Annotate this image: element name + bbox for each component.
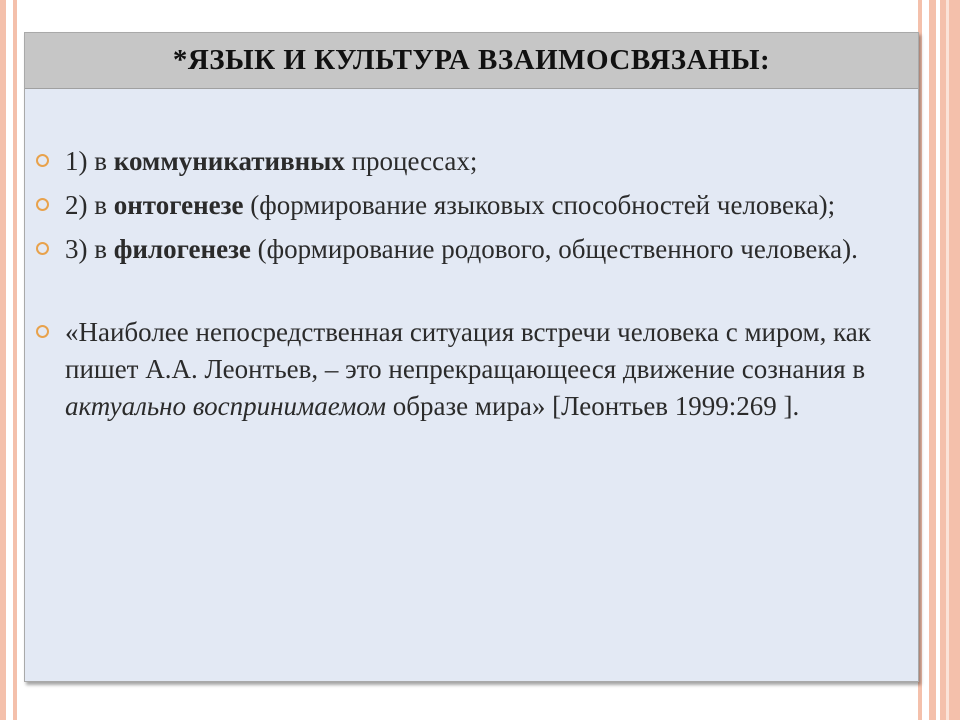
bullet-marker-icon	[36, 198, 49, 211]
title-bar	[25, 33, 918, 89]
bullet-item-quote	[25, 314, 918, 425]
bullet-item-ontogenesis	[25, 187, 918, 224]
bullet-text-part: 1) в	[65, 146, 114, 176]
bullet-marker-icon	[36, 325, 49, 338]
bullet-item-phylogenesis	[25, 231, 918, 268]
bullet-term-bold: коммуникативных	[113, 146, 345, 176]
bullet-term-bold: онтогенезе	[113, 190, 244, 220]
quote-text-part: «Наиболее непосредственная ситуация встречи человека с миром, как пишет А.А. Леонтьев, – это непрекращающееся движение сознания в	[65, 317, 871, 384]
bullet-item-communicative	[25, 143, 918, 180]
quote-text-part: образе мира» [Леонтьев 1999:269 ].	[386, 391, 800, 421]
bullet-marker-icon	[36, 242, 49, 255]
left-decorative-stripe	[0, 0, 6, 720]
right-decorative-stripe-wide	[940, 0, 960, 720]
left-decorative-stripe-thin	[13, 0, 17, 720]
slide-title: *ЯЗЫК И КУЛЬТУРА ВЗАИМОСВЯЗАНЫ:	[172, 44, 771, 76]
bullet-marker-icon	[36, 154, 49, 167]
bullet-text-part: 2) в	[65, 190, 114, 220]
bullet-text-part: (формирование языковых способностей человека);	[243, 190, 836, 220]
bullet-term-bold: филогенезе	[113, 234, 251, 264]
bullet-text-part: (формирование родового, общественного человека).	[250, 234, 858, 264]
bullet-text-part: 3) в	[65, 234, 114, 264]
right-decorative-stripe	[929, 0, 936, 720]
content-card	[24, 32, 919, 682]
bullet-text-part: процессах;	[344, 146, 478, 176]
bullet-list	[25, 143, 918, 425]
quote-italic-phrase: актуально воспринимаемом	[65, 391, 387, 421]
